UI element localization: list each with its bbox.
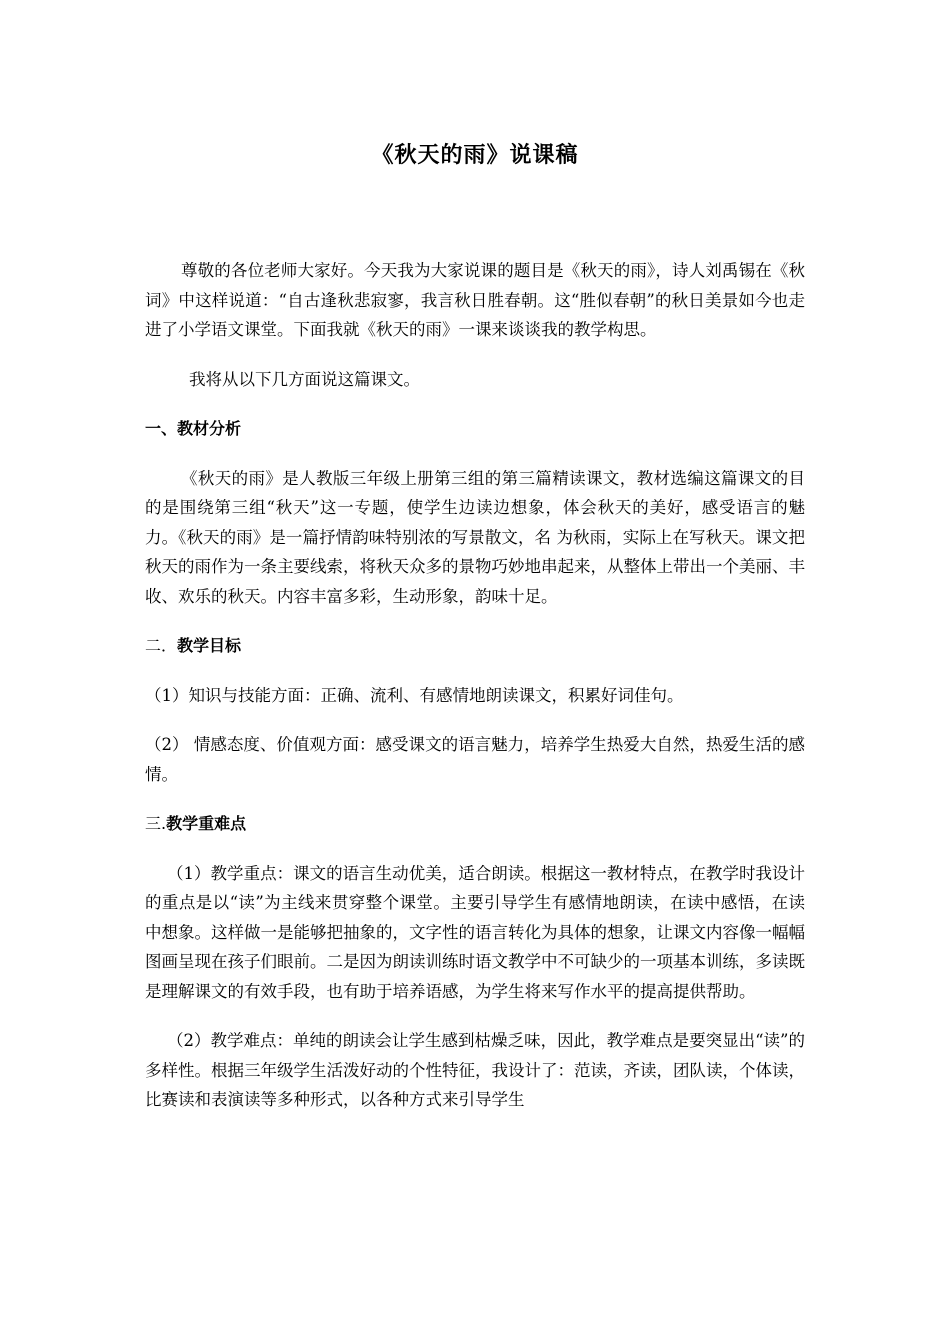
- section-number: 三.: [145, 814, 167, 833]
- section2-item-2: （2） 情感态度、价值观方面：感受课文的语言魅力，培养学生热爱大自然，热爱生活的感情。: [145, 735, 805, 784]
- section-heading-3: [145, 809, 805, 839]
- section3-item-1: （1）教学重点：课文的语言生动优美，适合朗读。根据这一教材特点，在教学时我设计的重点是以“读”为主线来贯穿整个课堂。主要引导学生有感情地朗读，在读中感悟，在读中想象。这样做一是能够把抽象的，文字性的语言转化为具体的想象，让课文内容像一幅幅图画呈现在孩子们眼前。二是因为朗读训练时语文教学中不可缺少的一项基本训练，多读既是理解课文的有效手段，也有助于培养语感，为学生将来写作水平的提高提供帮助。: [145, 863, 805, 1001]
- section1-paragraph: 《秋天的雨》是人教版三年级上册第三组的第三篇精读课文，教材选编这篇课文的目的是围绕第三组“秋天”这一专题，使学生边读边想象，体会秋天的美好，感受语言的魅力。《秋天的雨》是一篇抒情韵味特别浓的写景散文，名 为秋雨，实际上在写秋天。课文把秋天的雨作为一条主要线索，将秋天众多的景物巧妙地串起来，从整体上带出一个美丽、丰收、欢乐的秋天。内容丰富多彩，生动形象，韵味十足。: [145, 468, 805, 606]
- document-body: [145, 256, 805, 1135]
- document-title: 《秋天的雨》说课稿: [371, 143, 579, 168]
- intro-paragraph: 尊敬的各位老师大家好。今天我为大家说课的题目是《秋天的雨》，诗人刘禹锡在《秋词》中这样说道：“自古逢秋悲寂寥，我言秋日胜春朝。这“胜似春朝”的秋日美景如今也走进了小学语文课堂。下面我就《秋天的雨》一课来谈谈我的教学构思。: [145, 261, 805, 339]
- section-number: 一、: [145, 419, 178, 438]
- section-heading-1: [145, 414, 805, 444]
- outline-intro-paragraph: 我将从以下几方面说这篇课文。: [189, 369, 420, 389]
- section-number: 二．: [145, 636, 178, 655]
- section3-item-2: （2）教学难点：单纯的朗读会让学生感到枯燥乏味，因此，教学难点是要突显出“读”的多样性。根据三年级学生活泼好动的个性特征，我设计了：范读，齐读，团队读，个体读，比赛读和表演读等多种形式，以各种方式来引导学生: [145, 1031, 805, 1109]
- section-title: 教材分析: [177, 419, 242, 438]
- section-title: 教学目标: [177, 636, 242, 655]
- section-heading-2: [145, 631, 805, 661]
- section-title: 教学重难点: [166, 814, 247, 833]
- section2-item-1: （1）知识与技能方面：正确、流利、有感情地朗读课文，积累好词佳句。: [145, 685, 684, 705]
